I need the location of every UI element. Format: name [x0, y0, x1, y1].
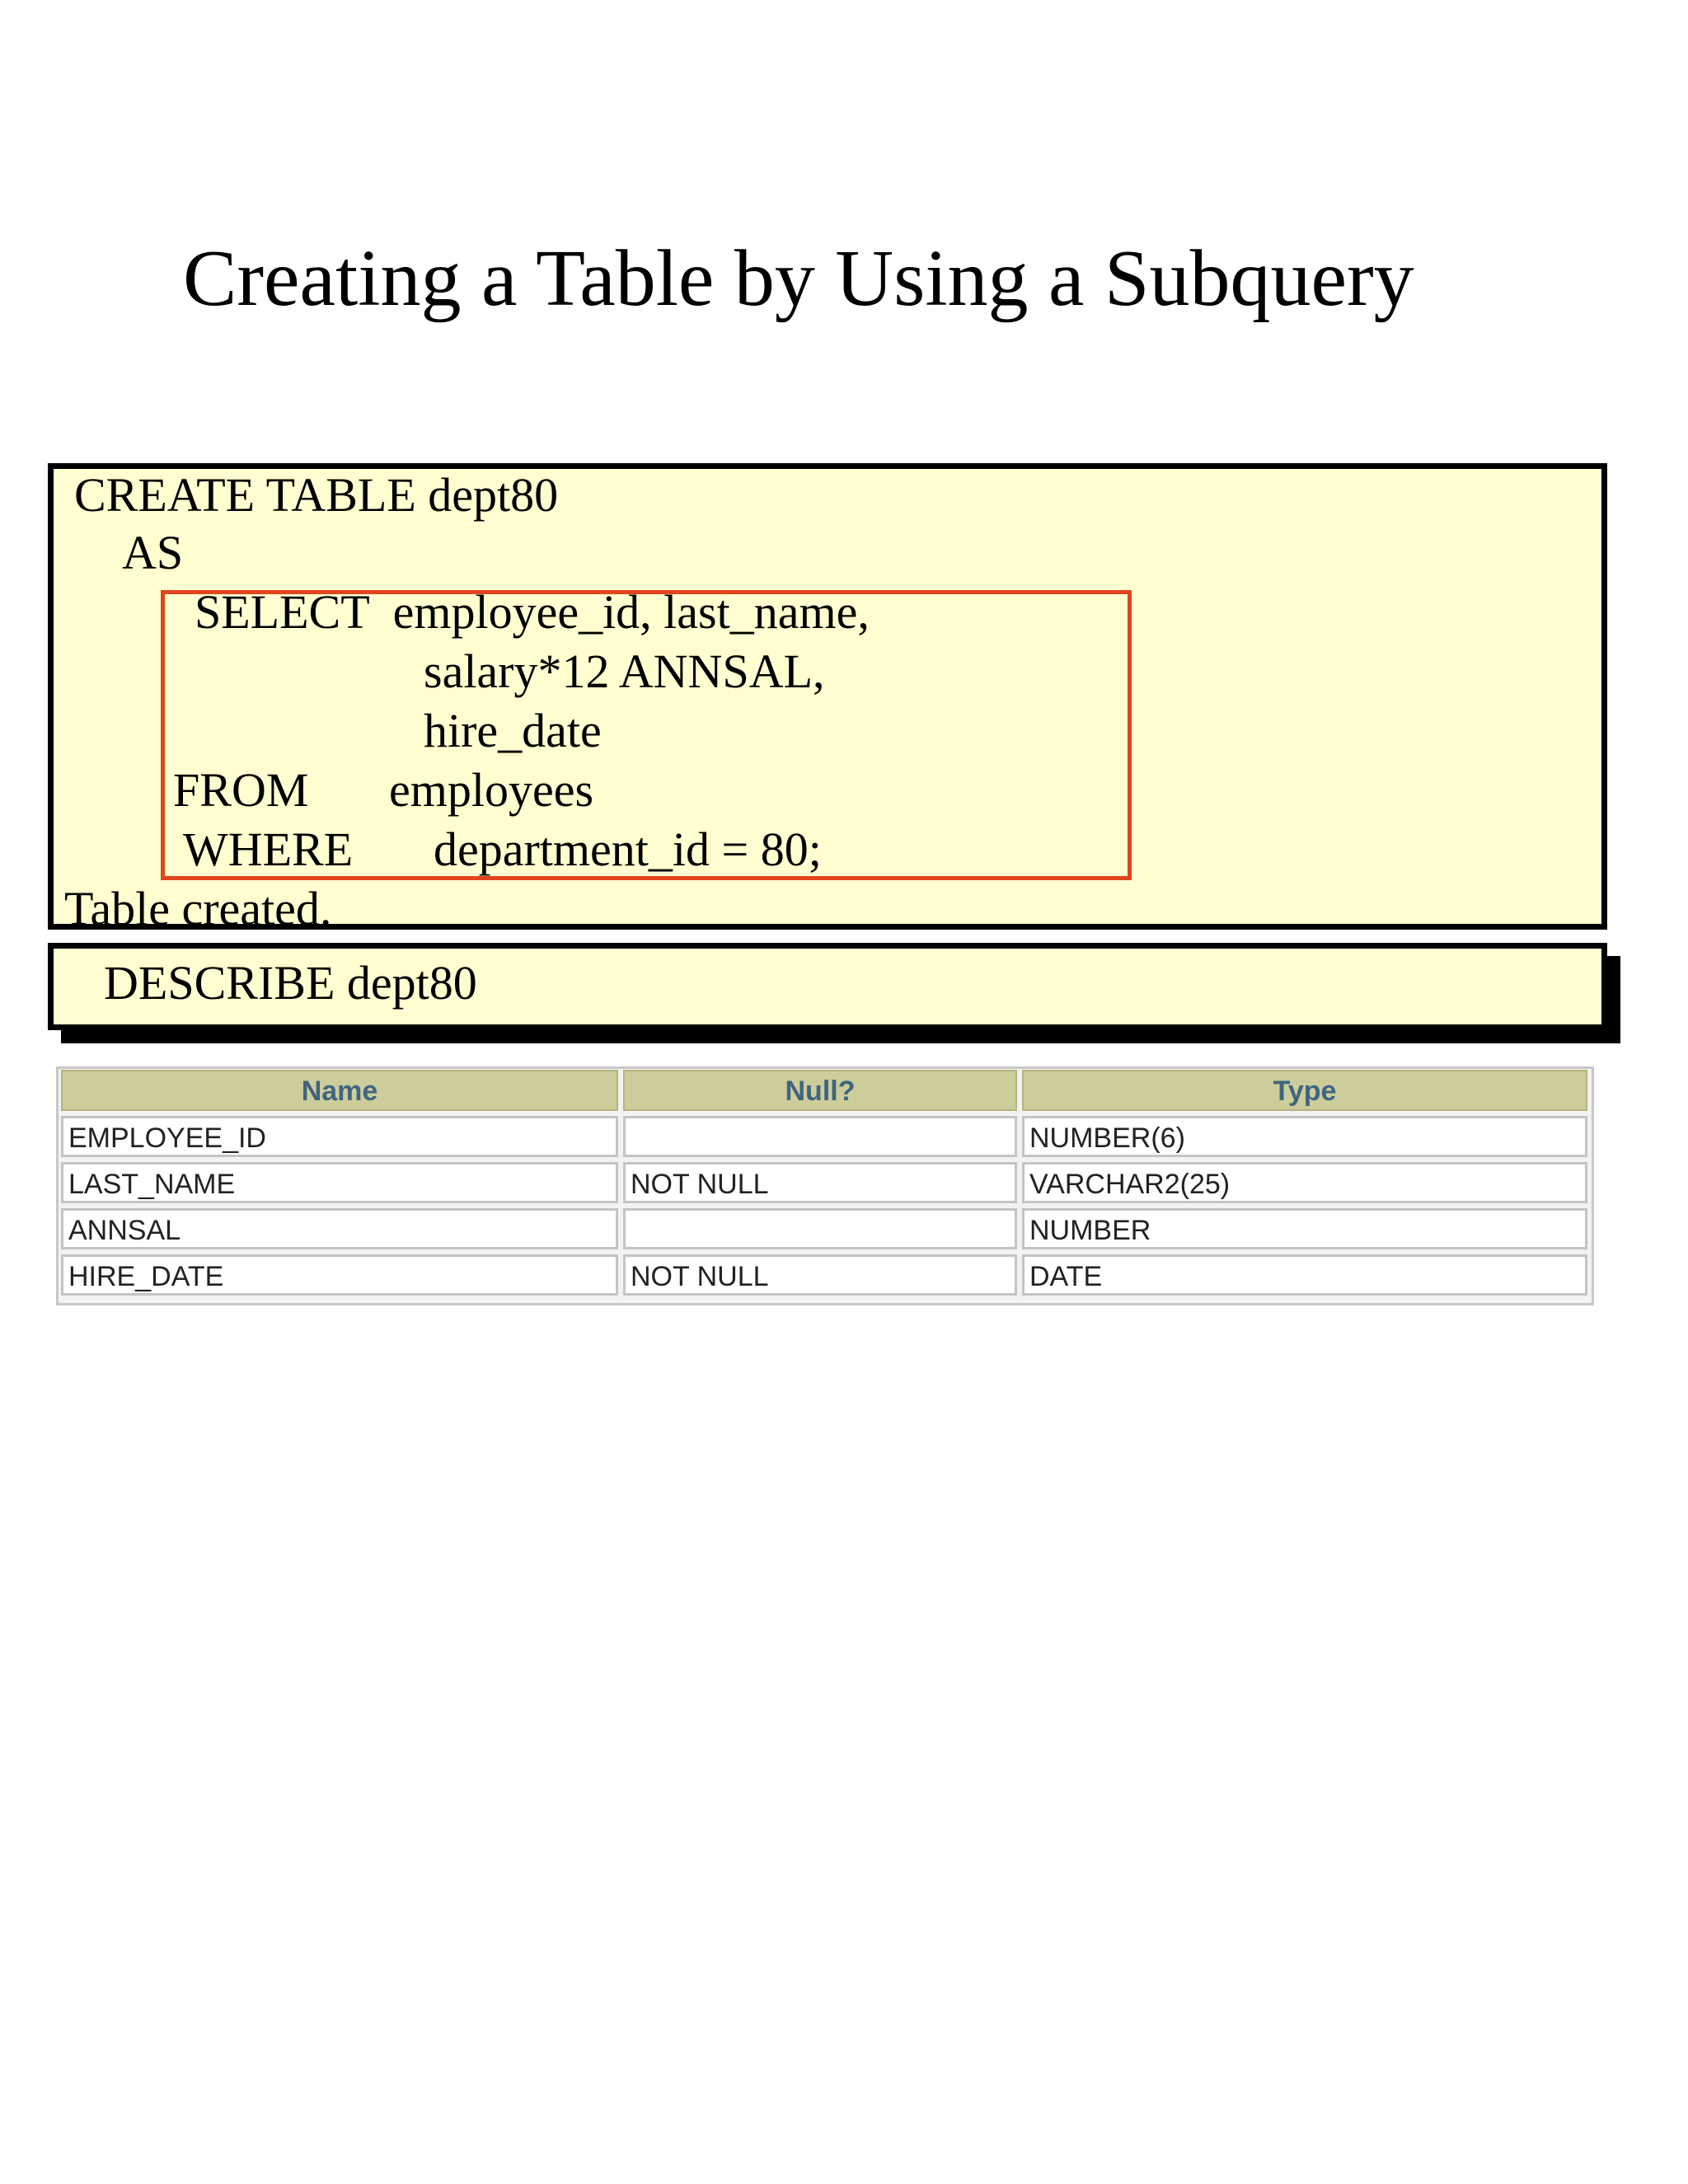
sql-from-value: employees: [389, 763, 594, 817]
sql-line-select: SELECT employee_id, last_name,: [195, 585, 870, 639]
describe-command: DESCRIBE dept80: [104, 956, 477, 1010]
sql-from-keyword: FROM: [173, 763, 309, 817]
sql-result-message: Table created.: [64, 882, 332, 935]
table-cell-null: [623, 1116, 1017, 1157]
table-cell-type: VARCHAR2(25): [1022, 1162, 1587, 1203]
table-cell-type: DATE: [1022, 1254, 1587, 1296]
sql-line-create-table: CREATE TABLE dept80: [74, 468, 559, 522]
table-header-name: Name: [61, 1070, 618, 1111]
table-cell-name: LAST_NAME: [61, 1162, 618, 1203]
table-header-null: Null?: [623, 1070, 1017, 1111]
sql-where-keyword: WHERE: [183, 823, 354, 876]
slide-title: Creating a Table by Using a Subquery: [183, 234, 1414, 323]
sql-where-value: department_id = 80;: [434, 823, 822, 876]
table-cell-name: HIRE_DATE: [61, 1254, 618, 1296]
table-cell-null: NOT NULL: [623, 1162, 1017, 1203]
sql-line-as: AS: [122, 526, 184, 579]
table-cell-null: [623, 1208, 1017, 1249]
sql-line-hire-date: hire_date: [424, 704, 602, 757]
table-cell-type: NUMBER: [1022, 1208, 1587, 1249]
table-cell-type: NUMBER(6): [1022, 1116, 1587, 1157]
sql-line-annsal: salary*12 ANNSAL,: [424, 644, 825, 698]
table-cell-name: ANNSAL: [61, 1208, 618, 1249]
table-cell-name: EMPLOYEE_ID: [61, 1116, 618, 1157]
table-header-type: Type: [1022, 1070, 1587, 1111]
table-cell-null: NOT NULL: [623, 1254, 1017, 1296]
